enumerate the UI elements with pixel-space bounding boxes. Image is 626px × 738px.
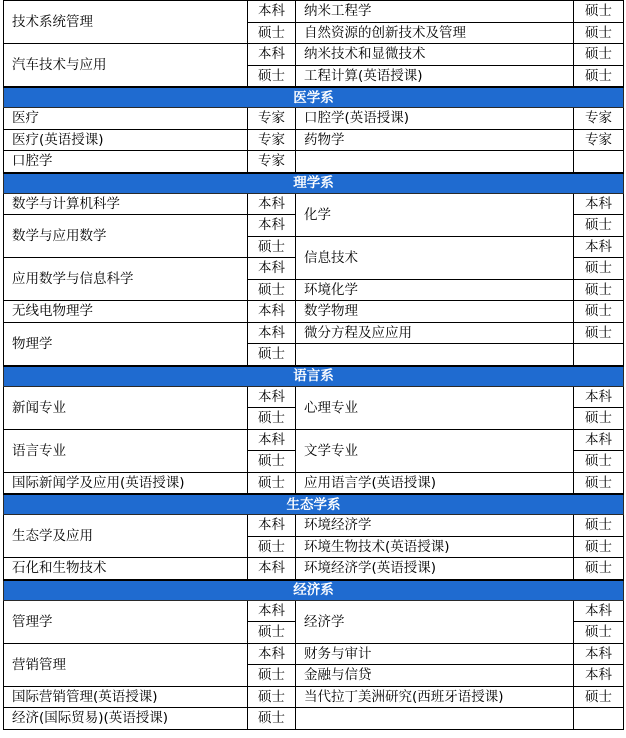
section-header-row — [4, 580, 624, 601]
program-name: 应用数学与信息科学 — [4, 258, 248, 301]
program-name: 语言专业 — [4, 429, 248, 472]
degree-cell: 硕士 — [248, 472, 296, 494]
program-name: 工程计算(英语授课) — [296, 65, 574, 87]
degree-cell: 本科 — [248, 193, 296, 215]
degree-cell: 专家 — [574, 129, 624, 151]
degree-cell: 硕士 — [574, 622, 624, 644]
degree-cell: 硕士 — [574, 301, 624, 323]
degree-cell: 硕士 — [574, 44, 624, 66]
degree-cell: 本科 — [248, 322, 296, 344]
program-name: 环境经济学(英语授课) — [296, 558, 574, 580]
table-row — [4, 151, 624, 173]
table-row — [4, 386, 624, 408]
degree-cell: 本科 — [574, 643, 624, 665]
table-row — [4, 558, 624, 580]
program-name: 无线电物理学 — [4, 301, 248, 323]
section-header: 生态学系 — [4, 494, 624, 515]
degree-cell: 硕士 — [248, 236, 296, 258]
degree-cell: 本科 — [248, 44, 296, 66]
section-header-row — [4, 366, 624, 387]
degree-cell: 本科 — [574, 193, 624, 215]
program-name: 心理专业 — [296, 386, 574, 429]
degree-cell: 专家 — [248, 129, 296, 151]
program-name: 信息技术 — [296, 236, 574, 279]
degree-cell: 硕士 — [574, 322, 624, 344]
degree-cell: 硕士 — [574, 686, 624, 708]
section-header: 医学系 — [4, 87, 624, 108]
degree-cell: 硕士 — [248, 344, 296, 366]
program-name: 物理学 — [4, 322, 248, 366]
degree-cell: 硕士 — [574, 451, 624, 473]
degree-cell: 本科 — [248, 1, 296, 23]
table-row — [4, 600, 624, 622]
degree-cell: 本科 — [574, 665, 624, 687]
degree-cell: 硕士 — [574, 1, 624, 23]
program-name: 经济(国际贸易)(英语授课) — [4, 708, 248, 730]
degree-cell: 硕士 — [248, 22, 296, 44]
degree-cell: 硕士 — [574, 408, 624, 430]
degree-cell: 硕士 — [574, 215, 624, 237]
degree-cell: 本科 — [248, 643, 296, 665]
program-name: 新闻专业 — [4, 386, 248, 429]
degree-cell: 专家 — [248, 151, 296, 173]
program-name: 应用语言学(英语授课) — [296, 472, 574, 494]
program-name: 金融与信贷 — [296, 665, 574, 687]
program-name: 自然资源的创新技术及管理 — [296, 22, 574, 44]
program-name: 营销管理 — [4, 643, 248, 686]
degree-cell: 本科 — [248, 429, 296, 451]
degree-cell: 硕士 — [574, 515, 624, 537]
section-header-row — [4, 494, 624, 515]
section-header-row — [4, 87, 624, 108]
degree-cell: 硕士 — [574, 472, 624, 494]
program-name: 数学与计算机科学 — [4, 193, 248, 215]
degree-cell: 本科 — [574, 429, 624, 451]
program-name: 文学专业 — [296, 429, 574, 472]
program-name: 化学 — [296, 193, 574, 236]
program-name: 国际营销管理(英语授课) — [4, 686, 248, 708]
degree-cell: 硕士 — [574, 558, 624, 580]
degree-cell: 硕士 — [248, 686, 296, 708]
program-name: 环境经济学 — [296, 515, 574, 537]
empty-cell — [574, 344, 624, 366]
program-name: 汽车技术与应用 — [4, 44, 248, 88]
program-name: 石化和生物技术 — [4, 558, 248, 580]
degree-cell: 硕士 — [248, 622, 296, 644]
table-row — [4, 108, 624, 130]
program-name: 财务与审计 — [296, 643, 574, 665]
program-name: 药物学 — [296, 129, 574, 151]
program-name: 纳米技术和显微技术 — [296, 44, 574, 66]
empty-cell — [296, 344, 574, 366]
program-name: 口腔学 — [4, 151, 248, 173]
degree-cell: 硕士 — [248, 665, 296, 687]
degree-cell: 硕士 — [248, 708, 296, 730]
degree-cell: 专家 — [248, 108, 296, 130]
degree-cell: 硕士 — [574, 279, 624, 301]
program-name: 纳米工程学 — [296, 1, 574, 23]
section-header: 语言系 — [4, 366, 624, 387]
degree-cell: 本科 — [248, 515, 296, 537]
degree-cell: 本科 — [248, 301, 296, 323]
degree-cell: 本科 — [248, 215, 296, 237]
degree-cell: 本科 — [248, 600, 296, 622]
table-row — [4, 44, 624, 66]
table-row — [4, 686, 624, 708]
degree-cell: 硕士 — [248, 451, 296, 473]
degree-cell: 专家 — [574, 108, 624, 130]
program-name: 环境生物技术(英语授课) — [296, 536, 574, 558]
empty-cell — [574, 151, 624, 173]
program-name: 医疗(英语授课) — [4, 129, 248, 151]
degree-cell: 本科 — [248, 558, 296, 580]
program-name: 环境化学 — [296, 279, 574, 301]
section-header: 理学系 — [4, 173, 624, 194]
degree-cell: 本科 — [248, 386, 296, 408]
table-row — [4, 429, 624, 451]
program-name: 当代拉丁美洲研究(西班牙语授课) — [296, 686, 574, 708]
degree-cell: 本科 — [574, 386, 624, 408]
program-name: 数学物理 — [296, 301, 574, 323]
table-row — [4, 129, 624, 151]
table-row — [4, 322, 624, 344]
program-name: 管理学 — [4, 600, 248, 643]
empty-cell — [296, 708, 574, 730]
program-name: 口腔学(英语授课) — [296, 108, 574, 130]
degree-cell: 硕士 — [574, 536, 624, 558]
table-row — [4, 193, 624, 215]
empty-cell — [296, 151, 574, 173]
program-name: 微分方程及应应用 — [296, 322, 574, 344]
degree-cell: 硕士 — [248, 408, 296, 430]
degree-cell: 硕士 — [574, 65, 624, 87]
program-name: 数学与应用数学 — [4, 215, 248, 258]
table-row — [4, 643, 624, 665]
degree-cell: 硕士 — [574, 22, 624, 44]
degree-cell: 硕士 — [574, 258, 624, 280]
degree-cell: 本科 — [574, 236, 624, 258]
programs-table-container — [3, 0, 623, 730]
section-header-row — [4, 173, 624, 194]
programs-table — [3, 0, 624, 730]
program-name: 生态学及应用 — [4, 515, 248, 558]
degree-cell: 硕士 — [248, 65, 296, 87]
program-name: 经济学 — [296, 600, 574, 643]
table-row — [4, 708, 624, 730]
degree-cell: 硕士 — [248, 279, 296, 301]
table-row — [4, 515, 624, 537]
table-row — [4, 472, 624, 494]
table-row — [4, 1, 624, 23]
degree-cell: 硕士 — [248, 536, 296, 558]
degree-cell: 本科 — [574, 600, 624, 622]
empty-cell — [574, 708, 624, 730]
program-name: 医疗 — [4, 108, 248, 130]
section-header: 经济系 — [4, 580, 624, 601]
degree-cell: 本科 — [248, 258, 296, 280]
table-row — [4, 301, 624, 323]
program-name: 技术系统管理 — [4, 1, 248, 44]
program-name: 国际新闻学及应用(英语授课) — [4, 472, 248, 494]
